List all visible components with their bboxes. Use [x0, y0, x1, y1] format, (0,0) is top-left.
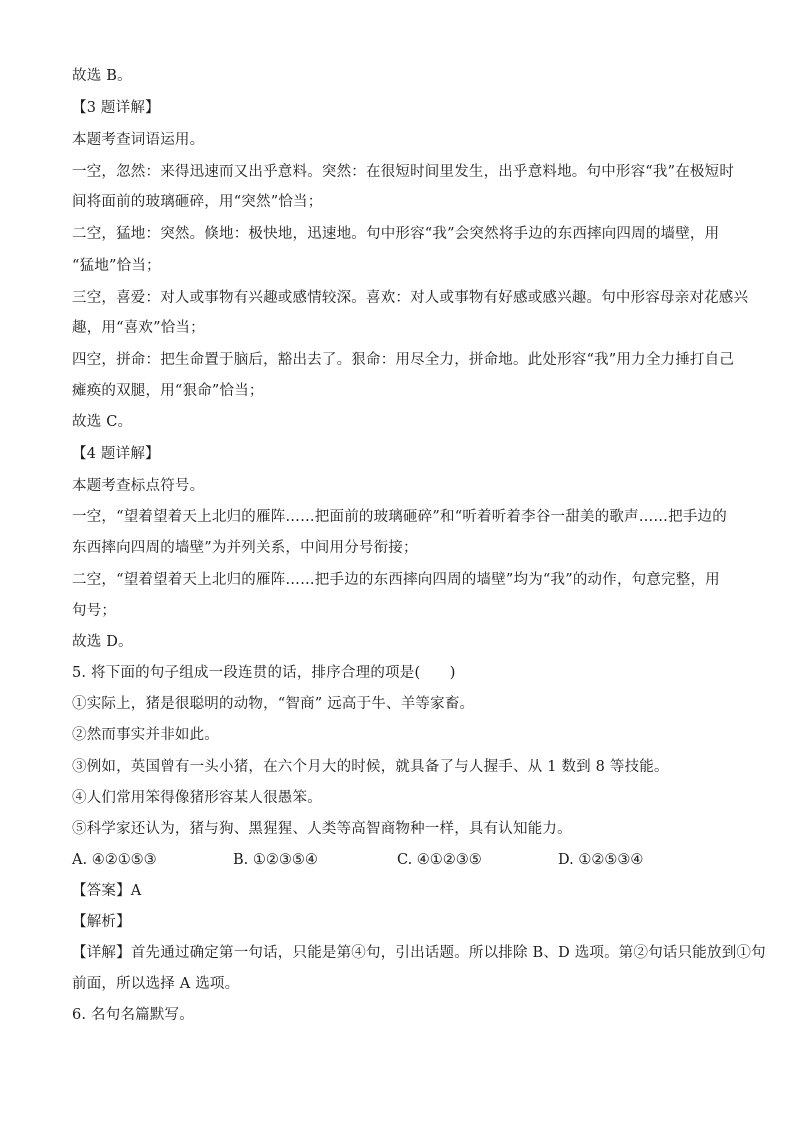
- text-line: 句号；: [72, 603, 117, 619]
- text-line: 一空，忽然：来得迅速而又出乎意料。突然：在很短时间里发生，出乎意料地。句中形容“我”在极短时: [72, 164, 735, 180]
- text-line: 故选 D。: [72, 634, 133, 650]
- text-line: 趣，用“喜欢”恰当；: [72, 320, 205, 336]
- option-d: D. ①②⑤③④: [558, 852, 644, 868]
- text-line: 东西摔向四周的墙壁”为并列关系，中间用分号衔接；: [72, 540, 418, 556]
- sentence-1: ①实际上，猪是很聪明的动物，“智商” 远高于牛、羊等家畜。: [72, 696, 475, 712]
- detail-label: 【详解】: [72, 945, 131, 961]
- option-b: B. ①②③⑤④: [233, 852, 318, 868]
- option-a: A. ④②①⑤③: [72, 852, 157, 868]
- detail-line-2: 前面，所以选择 A 选项。: [72, 976, 240, 992]
- text-line: 二空，“望着望着天上北归的雁阵……把手边的东西摔向四周的墙壁”均为“我”的动作，句意完整，用: [72, 572, 720, 588]
- question-5-stem: 5. 将下面的句子组成一段连贯的话，排序合理的项是( ): [72, 665, 456, 681]
- text-line: 故选 C。: [72, 414, 133, 430]
- text-line: 二空，猛地：突然。倏地：极快地，迅速地。句中形容“我”会突然将手边的东西摔向四周的墙壁，用: [72, 226, 720, 242]
- detail-line-1: [72, 943, 766, 963]
- text-line: 四空，拼命：把生命置于脑后，豁出去了。狠命：用尽全力，拼命地。此处形容“我”用力全力捶打自己: [72, 352, 735, 368]
- text-line: “猛地”恰当；: [72, 258, 161, 274]
- analysis-heading: 【解析】: [72, 914, 131, 930]
- section-heading: 【3 题详解】: [72, 100, 160, 116]
- sentence-3: ③例如，英国曾有一头小猪，在六个月大的时候，就具备了与人握手、从 1 数到 8 等技能。: [72, 759, 669, 775]
- question-6-stem: 6. 名句名篇默写。: [72, 1007, 194, 1023]
- text-line: 一空，“望着望着天上北归的雁阵……把面前的玻璃砸碎”和“听着听着李谷一甜美的歌声……把手边的: [72, 509, 727, 525]
- answer-line: 【答案】A: [72, 883, 142, 899]
- text-line: 三空，喜爱：对人或事物有兴趣或感情较深。喜欢：对人或事物有好感或感兴趣。句中形容母亲对花感兴: [72, 290, 749, 306]
- text-line: 故选 B。: [72, 68, 132, 84]
- text-line: 本题考查词语运用。: [72, 132, 205, 148]
- sentence-5: ⑤科学家还认为，猪与狗、黑猩猩、人类等高智商物种一样，具有认知能力。: [72, 821, 572, 837]
- text-line: 间将面前的玻璃砸碎，用“突然”恰当；: [72, 194, 323, 210]
- sentence-2: ②然而事实并非如此。: [72, 727, 219, 743]
- section-heading: 【4 题详解】: [72, 446, 160, 462]
- text-line: 本题考查标点符号。: [72, 478, 205, 494]
- text-line: 瘫痪的双腿，用“狠命”恰当；: [72, 383, 264, 399]
- option-c: C. ④①②③⑤: [397, 852, 482, 868]
- detail-text: 首先通过确定第一句话，只能是第④句，引出话题。所以排除 B、D 选项。第②句话只能放到①句: [130, 945, 766, 961]
- sentence-4: ④人们常用笨得像猪形容某人很愚笨。: [72, 790, 322, 806]
